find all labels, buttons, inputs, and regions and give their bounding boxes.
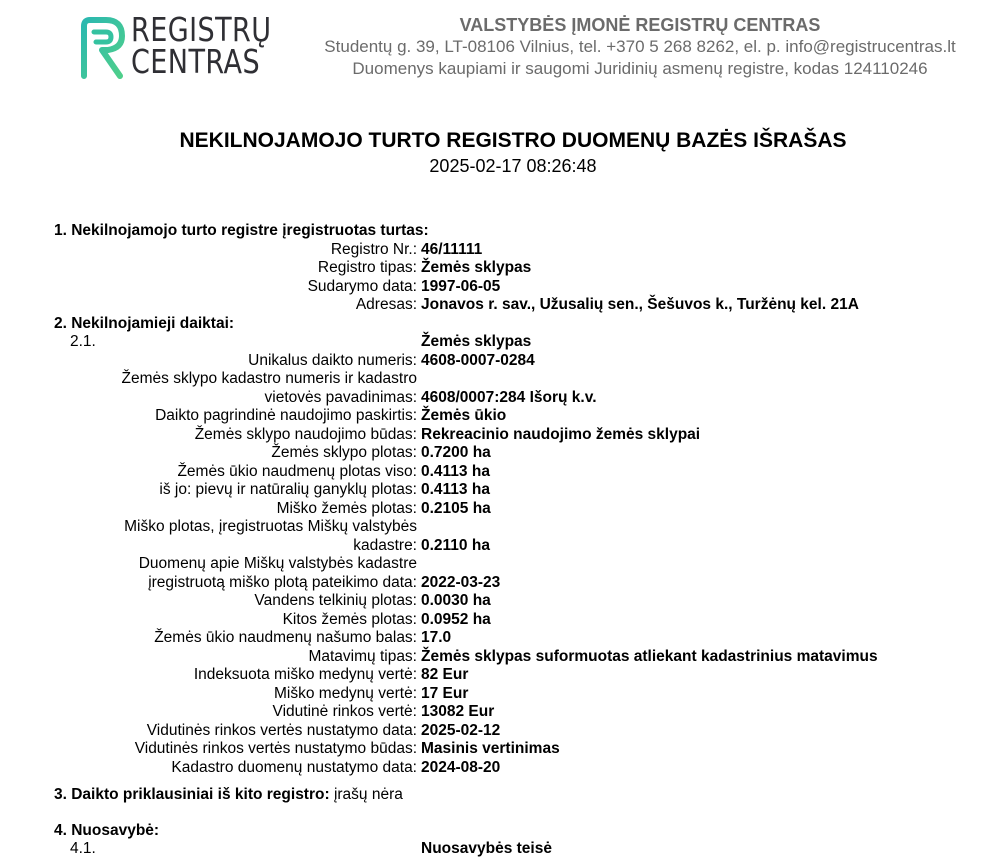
field-value: 2022-03-23 (421, 573, 501, 591)
field-value: Žemės sklypas suformuotas atliekant kadastrinius matavimus (421, 647, 878, 665)
field-value: 2025-02-12 (421, 721, 501, 739)
section-2-fields (54, 352, 994, 778)
field-label: Žemės ūkio naudmenų plotas viso: (177, 462, 417, 480)
field-row (54, 611, 994, 630)
field-row (54, 518, 994, 555)
field-row (54, 666, 994, 685)
field-value: 0.7200 ha (421, 444, 491, 461)
field-value: 2024-08-20 (421, 758, 501, 776)
field-row (54, 740, 994, 759)
section-1-fields (54, 241, 994, 315)
field-label: Vidutinės rinkos vertės nustatymo data: (146, 721, 417, 739)
field-row (54, 759, 994, 778)
field-value: 4608/0007:284 Išorų k.v. (421, 388, 597, 406)
field-value: 46/11111 (421, 240, 483, 258)
field-value: 82 Eur (421, 666, 469, 683)
document-datetime: 2025-02-17 08:26:48 (429, 156, 597, 176)
section-2-heading: 2. Nekilnojamieji daiktai: (54, 314, 235, 332)
field-value: 13082 Eur (421, 703, 495, 720)
section-3-heading: 3. Daikto priklausiniai iš kito registro: (54, 786, 330, 803)
document-body (54, 222, 994, 859)
field-row (54, 722, 994, 741)
field-value: 0.0952 ha (421, 610, 491, 628)
field-row (54, 555, 994, 592)
document-title: NEKILNOJAMOJO TURTO REGISTRO DUOMENŲ BAZĖS IŠRAŠAS (179, 129, 847, 152)
field-row (54, 241, 994, 260)
field-value: 17.0 (421, 629, 452, 646)
field-label: Kadastro duomenų nustatymo data: (171, 758, 417, 776)
field-label: Miško medynų vertė: (274, 684, 417, 702)
section-3 (54, 786, 994, 805)
field-label: Sudarymo data: (307, 277, 417, 295)
field-value: 0.2110 ha (421, 536, 490, 554)
field-label-line: kadastre: (353, 536, 417, 554)
field-row (54, 648, 994, 667)
logo-line-1: REGISTRŲ (131, 10, 272, 49)
field-row (54, 629, 994, 648)
field-label: Registro Nr.: (330, 240, 417, 258)
field-label-line: Žemės sklypo kadastro numeris ir kadastro (121, 370, 417, 387)
field-label (54, 555, 417, 592)
field-value: Rekreacinio naudojimo žemės sklypai (421, 425, 701, 443)
field-row (54, 592, 994, 611)
field-value: 0.4113 ha (421, 462, 490, 480)
field-row (54, 703, 994, 722)
field-row (54, 481, 994, 500)
field-row (54, 296, 994, 315)
field-value: Masinis vertinimas (421, 740, 560, 757)
logo-wordmark (131, 10, 272, 81)
field-label: Indeksuota miško medynų vertė: (193, 666, 417, 683)
field-value: 1997-06-05 (421, 277, 501, 295)
field-row (54, 407, 994, 426)
field-label: Matavimų tipas: (308, 647, 417, 665)
field-value: Žemės sklypas (421, 259, 532, 276)
field-row (54, 463, 994, 482)
field-value: 0.0030 ha (421, 592, 491, 609)
field-label-line: Duomenų apie Miškų valstybės kadastre (138, 555, 417, 572)
organization-address: Studentų g. 39, LT-08106 Vilnius, tel. +370 5 268 8262, el. p. info@registrucentras.lt (324, 37, 956, 56)
field-label: Registro tipas: (317, 259, 417, 276)
field-value: 0.2105 ha (421, 499, 491, 517)
organization-name: VALSTYBĖS ĮMONĖ REGISTRŲ CENTRAS (459, 15, 821, 35)
item-title: Žemės sklypas (421, 333, 532, 350)
document-header (0, 0, 1000, 90)
section-1-heading: 1. Nekilnojamojo turto registre įregistruotas turtas: (54, 222, 429, 239)
section-2-item-header (54, 333, 994, 352)
field-label: Žemės ūkio naudmenų našumo balas: (154, 629, 417, 646)
field-value: Žemės ūkio (421, 407, 507, 424)
field-row (54, 444, 994, 463)
field-row (54, 259, 994, 278)
field-label: Vandens telkinių plotas: (254, 592, 417, 609)
item-number: 4.1. (70, 840, 96, 857)
organization-info (280, 14, 1000, 80)
field-value: 17 Eur (421, 684, 469, 702)
registru-centras-logo (76, 12, 271, 82)
field-label-line: Miško plotas, įregistruotas Miškų valstybės (124, 518, 417, 535)
field-value: Jonavos r. sav., Užusalių sen., Šešuvos k., Turžėnų kel. 21A (421, 296, 859, 313)
field-label-line: vietovės pavadinimas: (264, 388, 417, 406)
field-label: Kitos žemės plotas: (282, 610, 417, 628)
field-value: 4608-0007-0284 (421, 351, 535, 369)
field-row (54, 500, 994, 519)
field-label: Miško žemės plotas: (276, 499, 417, 517)
field-label (54, 518, 417, 555)
field-row (54, 370, 994, 407)
field-row (54, 278, 994, 297)
logo-r-mark-icon (76, 16, 128, 80)
field-label: iš jo: pievų ir natūralių ganyklų plotas: (159, 481, 417, 498)
field-label: Daikto pagrindinė naudojimo paskirtis: (155, 407, 417, 424)
organization-register: Duomenys kaupiami ir saugomi Juridinių asmenų registre, kodas 124110246 (352, 59, 928, 78)
field-value: 0.4113 ha (421, 481, 490, 498)
field-label (54, 370, 417, 407)
field-label: Žemės sklypo plotas: (271, 444, 417, 461)
field-label: Unikalus daikto numeris: (248, 351, 417, 369)
field-label: Vidutinės rinkos vertės nustatymo būdas: (134, 740, 417, 757)
field-label: Žemės sklypo naudojimo būdas: (194, 425, 417, 443)
item-title: Nuosavybės teisė (421, 840, 552, 857)
field-row (54, 685, 994, 704)
section-4-heading: 4. Nuosavybė: (54, 821, 160, 839)
field-label-line: įregistruotą miško plotą pateikimo data: (148, 573, 417, 591)
item-number: 2.1. (70, 333, 96, 350)
field-label: Vidutinė rinkos vertė: (272, 703, 417, 720)
section-4-item-header (54, 840, 994, 859)
field-label: Adresas: (355, 296, 417, 313)
field-row (54, 426, 994, 445)
logo-line-2: CENTRAS (131, 42, 261, 81)
field-row (54, 352, 994, 371)
section-3-value: įrašų nėra (333, 786, 403, 803)
